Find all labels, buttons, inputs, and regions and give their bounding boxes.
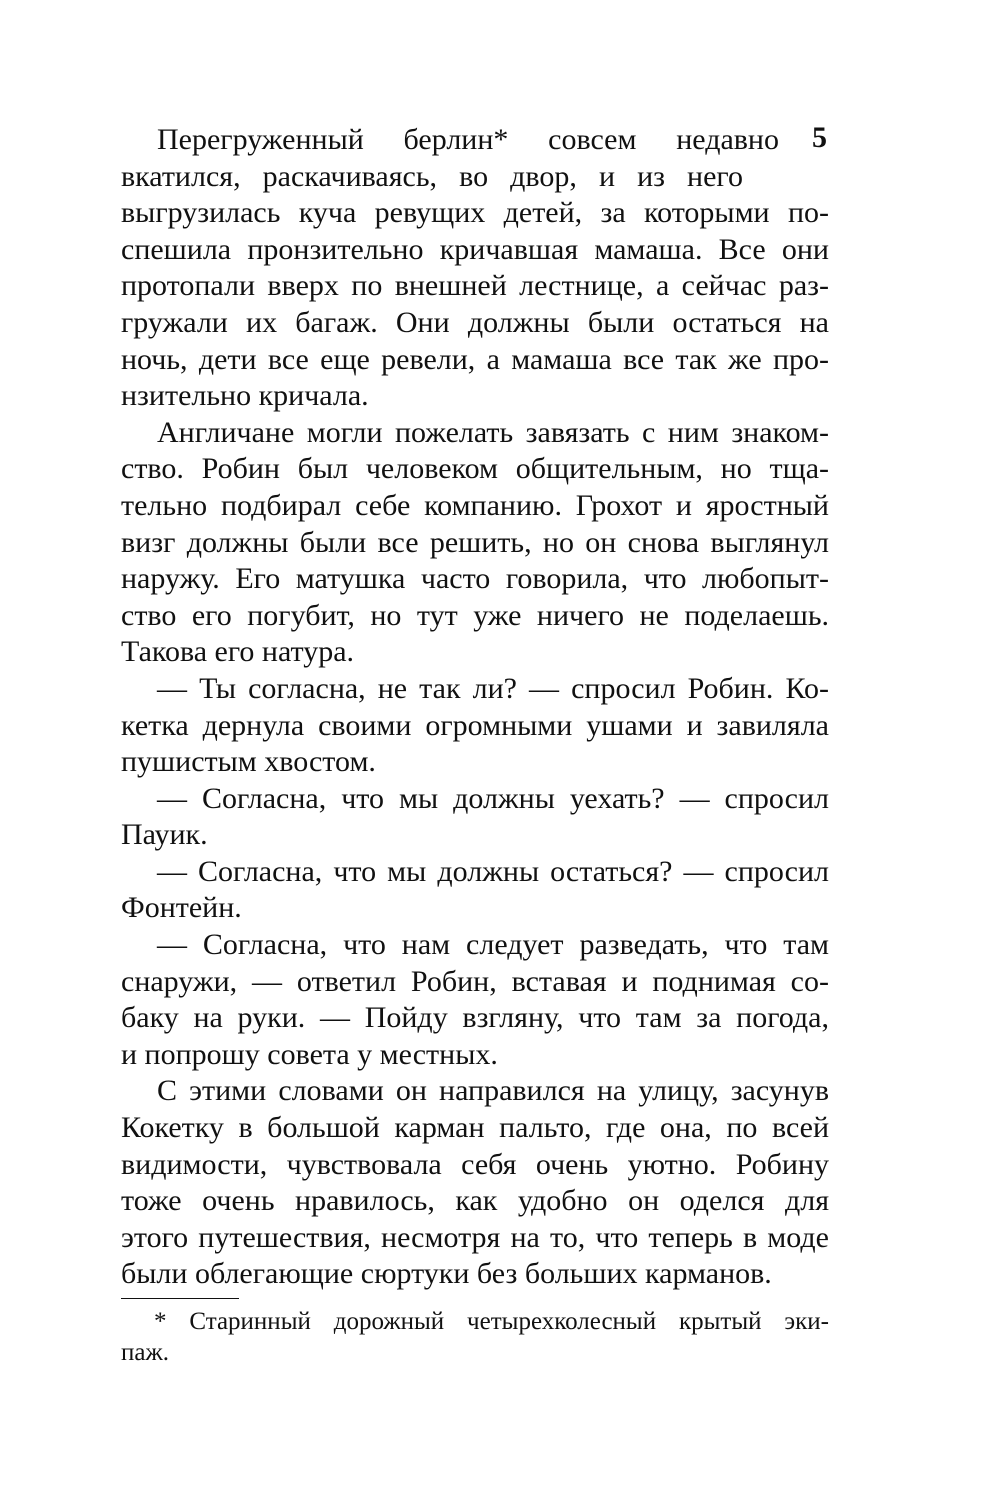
text-line: пушистым хвостом. — [121, 745, 376, 779]
text-line: были облегающие сюртуки без больших карманов. — [121, 1257, 772, 1291]
text-line: Фонтейн. — [121, 891, 242, 925]
text-line: вкатился, раскачиваясь, во двор, и из него — [121, 159, 743, 193]
text-line: протопали вверх по внешней лестнице, а сейчас раз- — [121, 269, 829, 303]
text-line: ство его погубит, но тут уже ничего не поделаешь. — [121, 598, 829, 632]
text-line: этого путешествия, несмотря на то, что теперь в моде — [121, 1220, 829, 1254]
text-line: — Согласна, что нам следует разведать, что там — [157, 928, 829, 962]
text-line: Кокетку в большой карман пальто, где она, по всей — [121, 1111, 829, 1145]
text-line: — Согласна, что мы должны остаться? — спросил — [157, 854, 829, 888]
text-line: Пауик. — [121, 818, 208, 852]
text-line: — Согласна, что мы должны уехать? — спросил — [157, 781, 829, 815]
body-text — [121, 122, 829, 1293]
text-line: нзительно кричала. — [121, 379, 369, 413]
text-line: С этими словами он направился на улицу, засунув — [157, 1074, 829, 1108]
text-line: наружу. Его матушка часто говорила, что любопыт- — [121, 562, 829, 596]
text-line: ночь, дети все еще ревели, а мамаша все так же про- — [121, 342, 829, 376]
text-line: Такова его натура. — [121, 635, 355, 669]
text-line: тоже очень нравилось, как удобно он оделся для — [121, 1184, 829, 1218]
text-line: видимости, чувствовала себя очень уютно. Робину — [121, 1147, 829, 1181]
footnote — [121, 1306, 829, 1368]
text-line: кетка дернула своими огромными ушами и завиляла — [121, 708, 829, 742]
text-line: визг должны были все решить, но он снова выглянул — [121, 525, 829, 559]
text-line: тельно подбирал себе компанию. Грохот и яростный — [121, 488, 829, 522]
text-line: и попрошу совета у местных. — [121, 1037, 498, 1071]
text-line: — Ты согласна, не так ли? — спросил Робин. Ко- — [157, 671, 829, 705]
page-number: 5 — [812, 121, 827, 154]
text-line: спешила пронзительно кричавшая мамаша. Все они — [121, 232, 829, 266]
text-line: снаружи, — ответил Робин, вставая и поднимая со- — [121, 964, 829, 998]
text-line: баку на руки. — Пойду взгляну, что там за погода, — [121, 1001, 829, 1035]
footnote-divider — [121, 1298, 239, 1299]
text-line: ство. Робин был человеком общительным, но тща- — [121, 452, 829, 486]
footnote-line: паж. — [121, 1339, 169, 1366]
text-line: гружали их багаж. Они должны были остаться на — [121, 305, 829, 339]
text-line: выгрузилась куча ревущих детей, за которыми по- — [121, 196, 829, 230]
text-line: Перегруженный берлин* совсем недавно — [157, 123, 779, 156]
footnote-line: * Старинный дорожный четырехколесный крытый эки- — [154, 1308, 829, 1335]
text-line: Англичане могли пожелать завязать с ним знаком- — [157, 415, 829, 449]
